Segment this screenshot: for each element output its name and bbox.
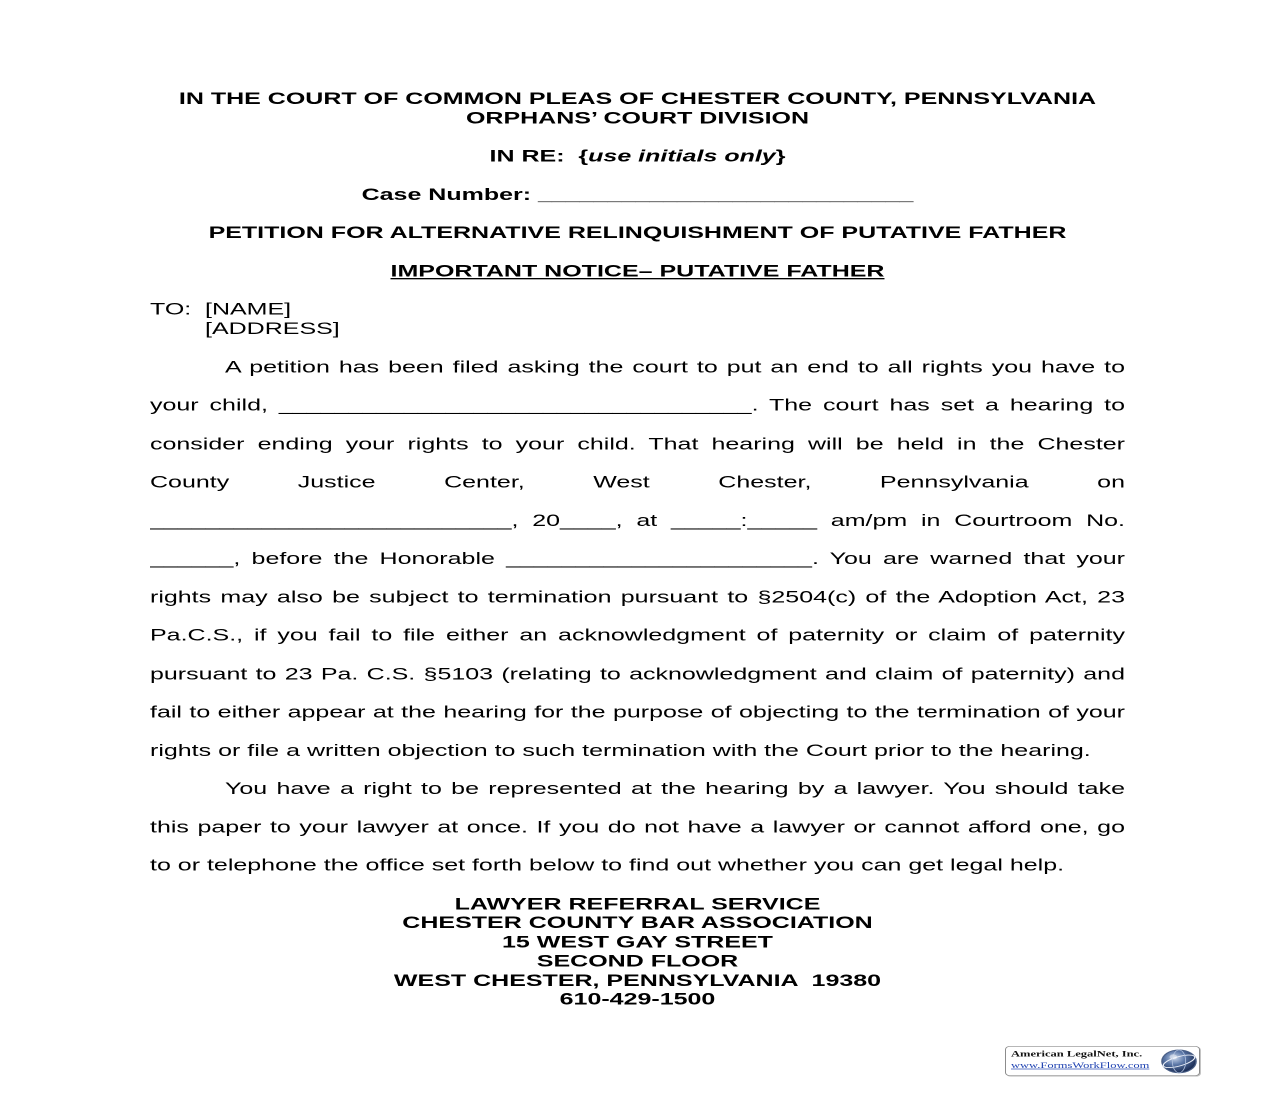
bar-association-name: CHESTER COUNTY BAR ASSOCIATION [402, 913, 873, 933]
addressee-block [150, 300, 1125, 338]
floor: SECOND FLOOR [536, 951, 739, 971]
notice-line: pursuant to 23 Pa. C.S. §5103 (relating to acknowledgment and claim of paternity) and [150, 664, 1125, 684]
notice-line: Pa.C.S., if you fail to file either an acknowledgment of paternity or claim of paternity [150, 626, 1125, 645]
referral-service-address [150, 894, 1125, 1009]
in-re-line [150, 147, 1125, 166]
court-name: IN THE COURT OF COMMON PLEAS OF CHESTER COUNTY, PENNSYLVANIA [178, 89, 1097, 109]
case-number-label: Case Number: [361, 185, 532, 204]
notice-line: ______, before the Honorable ______________________. You are warned that your [150, 549, 1125, 569]
notice-line: rights may also be subject to termination pursuant to §2504(c) of the Adoption Act, 23 [150, 587, 1125, 607]
branding-badge [1005, 1046, 1200, 1076]
city-state-zip: WEST CHESTER, PENNSYLVANIA 19380 [393, 971, 882, 990]
court-header [150, 89, 1125, 127]
addressee-address: [ADDRESS] [205, 319, 340, 339]
phone-number: 610-429-1500 [559, 990, 716, 1009]
referral-service-name: LAWYER REFERRAL SERVICE [454, 894, 821, 914]
notice-line: You have a right to be represented at the hearing by a lawyer. You should take [225, 779, 1125, 799]
notice-heading: IMPORTANT NOTICE– PUTATIVE FATHER [390, 261, 885, 281]
notice-line: __________________________, 20____, at _____:_____ am/pm in Courtroom No. [150, 511, 1125, 530]
petition-title: PETITION FOR ALTERNATIVE RELINQUISHMENT OF PUTATIVE FATHER [208, 223, 1067, 243]
in-re-close-brace: } [775, 146, 786, 166]
notice-line: County Justice Center, West Chester, Pennsylvania on [150, 472, 1125, 492]
branding-website-link[interactable]: www.FormsWorkFlow.com [1011, 1060, 1150, 1071]
notice-line: fail to either appear at the hearing for the purpose of objecting to the termination of your [150, 702, 1125, 722]
globe-icon [1160, 1048, 1198, 1075]
in-re-label: IN RE: [489, 146, 565, 166]
notice-line: this paper to your lawyer at once. If you do not have a lawyer or cannot afford one, go [150, 817, 1125, 837]
case-number-blank: ___________________________ [538, 185, 914, 204]
addressee-name-row [150, 300, 1125, 319]
in-re-hint: use initials only [588, 146, 776, 166]
globe-highlight [1170, 1054, 1178, 1059]
street-address: 15 WEST GAY STREET [502, 932, 773, 952]
notice-heading-row [150, 262, 1125, 281]
in-re-open-brace: { [578, 146, 589, 166]
notice-line: your child, __________________________________. The court has set a hearing to [150, 396, 1125, 415]
notice-line: consider ending your rights to your child. That hearing will be held in the Chester [150, 434, 1125, 454]
branding-company: American LegalNet, Inc. [1011, 1049, 1143, 1059]
notice-line: A petition has been filed asking the court to put an end to all rights you have to [225, 357, 1125, 377]
court-division: ORPHANS’ COURT DIVISION [465, 108, 810, 128]
notice-paragraph-1 [150, 358, 1125, 761]
addressee-name: [NAME] [205, 300, 292, 319]
notice-paragraph-2 [150, 779, 1125, 875]
case-number-line [150, 185, 1125, 204]
notice-line: to or telephone the office set forth below to find out whether you can get legal help. [150, 856, 1065, 875]
document-body [150, 89, 1125, 1009]
to-label: TO: [150, 300, 192, 319]
notice-line: rights or file a written objection to such termination with the Court prior to the hearing. [150, 741, 1091, 760]
